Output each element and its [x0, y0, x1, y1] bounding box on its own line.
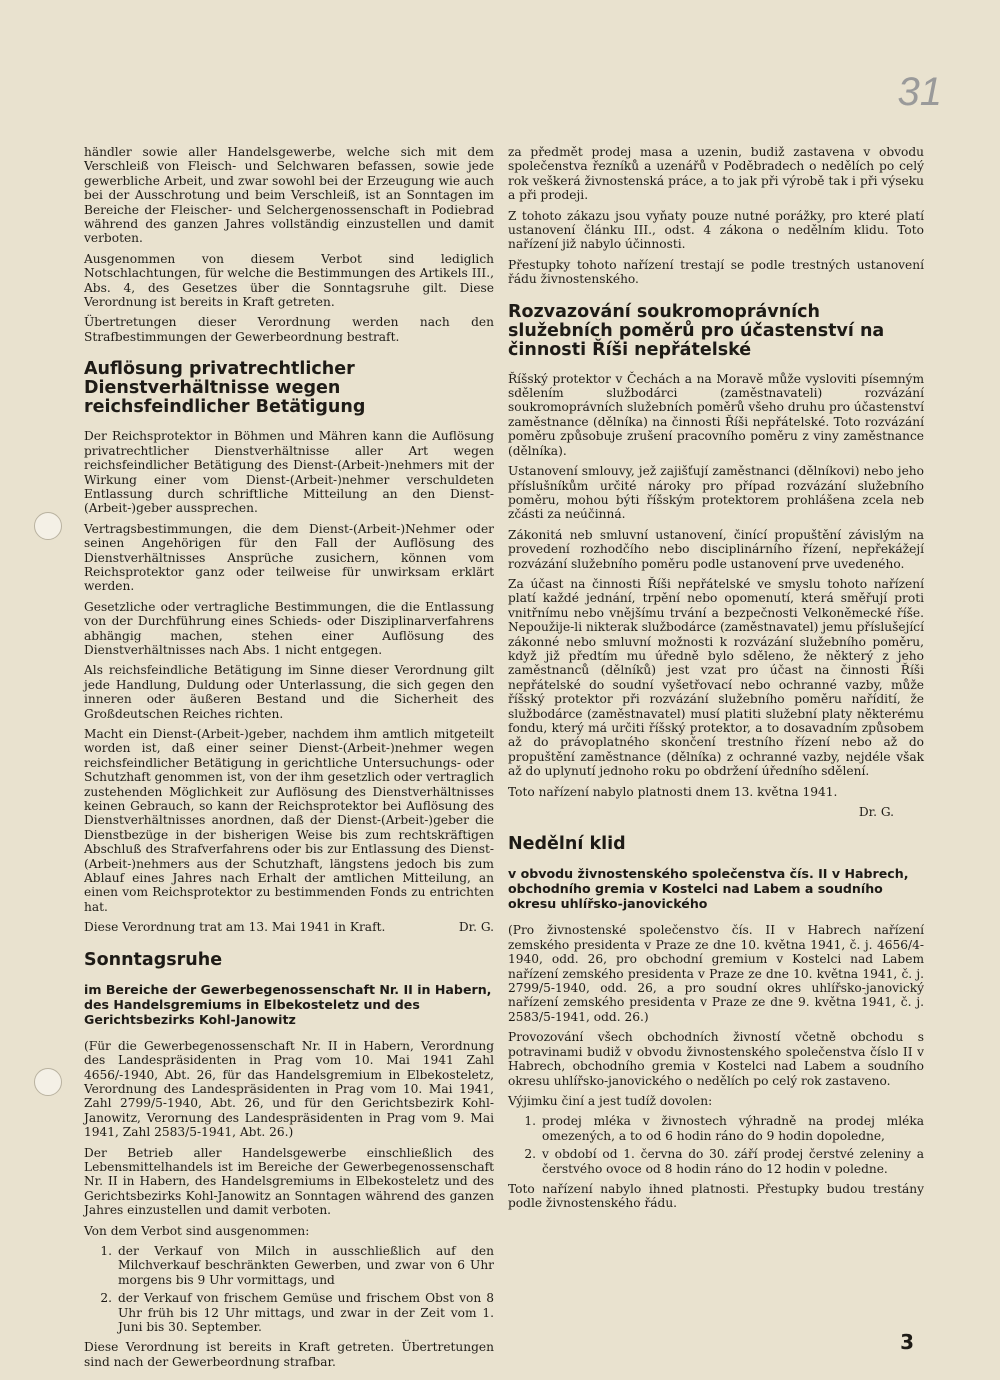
left-section1-signature: Dr. G.	[458, 920, 494, 935]
list-item-number: 1.	[100, 1243, 112, 1258]
right-intro-p1: za předmět prodej masa a uzenin, budiž zastavena v obvodu společenstva řezníků a uzenářů v Poděbradech o nedělích po celý rok veškerá živnostenská práce, a to jak při výrobě tak i při výseku a při prodeji.	[508, 145, 924, 203]
list-item-text: der Verkauf von frischem Gemüse und frischem Obst von 8 Uhr früh bis 12 Uhr mittags, und zwar in der Zeit vom 1. Juni bis 30. September.	[118, 1291, 494, 1334]
list-item	[508, 1114, 924, 1143]
right-section1-p2: Ustanovení smlouvy, jež zajišťují zaměstnanci (dělníkovi) nebo jeho příslušníkům určité nároky pro případ rozvázání služebního poměru, mohou býti říšským protektorem prohlášena zcela neb zčásti za neúčinná.	[508, 464, 924, 522]
left-section1-closing	[84, 920, 494, 934]
list-item-text: prodej mléka v živnostech výhradně na prodej mléka omezených, a to od 6 hodin ráno do 9 hodin dopoledne,	[542, 1114, 924, 1143]
list-item-number: 1.	[524, 1114, 536, 1129]
left-section1-title: Auflösung privatrechtlicher Dienstverhältnisse wegen reichsfeindlicher Betätigung	[84, 359, 366, 418]
list-item-text: v období od 1. června do 30. září prodej čerstvé zeleniny a čerstvého ovoce od 8 hodin ráno do 12 hodin v poledne.	[542, 1147, 924, 1176]
list-item	[508, 1147, 924, 1176]
right-section2-title: Nedělní klid	[508, 834, 626, 855]
left-section1-p1: Der Reichsprotektor in Böhmen und Mähren kann die Auflösung privatrechtlicher Dienstverhältnisse aller Art wegen reichsfeindlicher Betätigung des Dienst-(Arbeit-)nehmers mit der Wirkung einer vom Dienst-(Arbeit-)nehmer verschuldeten Entlassung durch schriftliche Mitteilung an den Dienst-(Arbeit-)geber aussprechen.	[84, 429, 494, 516]
right-intro-p3: Přestupky tohoto nařízení trestají se podle trestných ustanovení řádu živnostenského.	[508, 257, 924, 287]
left-intro-p3: Übertretungen dieser Verordnung werden nach den Strafbestimmungen der Gewerbeordnung bestraft.	[84, 315, 494, 344]
list-item-number: 2.	[100, 1291, 112, 1306]
list-item-number: 2.	[524, 1147, 536, 1162]
left-intro-p1: händler sowie aller Handelsgewerbe, welche sich mit dem Verschleiß von Fleisch- und Selchwaren befassen, sowie jede gewerbliche Arbeit, und zwar sowohl bei der Erzeugung wie auch bei der Ausschrotung und beim Verschleiß, ist an Sonntagen im Bereiche der Fleischer- und Selchergenossenschaft in Podiebrad während des ganzen Jahres vollständig einzustellen und damit verboten.	[84, 145, 494, 246]
left-section2-title: Sonntagsruhe	[84, 949, 223, 970]
left-section2-p1: (Für die Gewerbegenossenschaft Nr. II in Habern, Verordnung des Landespräsidenten in Prag vom 10. Mai 1941 Zahl 4656/-1940, Abt. 26, für das Handelsgremium in Elbekosteletz, Verordnung des Landespräsidenten in Prag vom 10. Mai 1941, Zahl 2799/5-1940, Abt. 26, und für den Gerichtsbezirk Kohl-Janowitz, Verornung des Landespräsidenten in Prag vom 9. Mai 1941, Zahl 2583/5-1941, Abt. 26.)	[84, 1038, 494, 1140]
right-section1-p1: Říšský protektor v Čechách a na Moravě může vysloviti písemným sdělením službodárci (zaměstnavateli) rozvázání soukromoprávních služebních poměrů všeho druhu pro účastenství zaměstnance (dělníka) na činnosti Říši nepřátelské. Toto rozvázání poměru způsobuje zrušení pracovního poměru z viny zaměstnance (dělníka).	[508, 371, 924, 458]
list-item-text: der Verkauf von Milch in ausschließlich auf den Milchverkauf beschränkten Gewerben, und zwar von 6 Uhr morgens bis 9 Uhr vormittags, und	[118, 1243, 494, 1287]
right-section2-closing: Toto nařízení nabylo ihned platnosti. Přestupky budou trestány podle živnostenského řádu.	[508, 1181, 924, 1211]
right-section2-p1: (Pro živnostenské společenstvo čís. II v Habrech nařízení zemského presidenta v Praze ze dne 10. května 1941, č. j. 4656/4-1940, odd. 26, pro obchodní gremium v Kostelci nad Labem nařízení zemského presidenta v Praze ze dne 10. května 1941, č. j. 2799/5-1940, odd. 26, a pro soudní okres uhlířsko-janovický nařízení zemského presidenta v Praze ze dne 9. května 1941, č. j. 2583/5-1941, odd. 26.)	[508, 923, 924, 1024]
punch-hole-bottom	[34, 1068, 62, 1096]
left-section2-closing: Diese Verordnung ist bereits in Kraft getreten. Übertretungen sind nach der Gewerbeordnung strafbar.	[84, 1340, 494, 1369]
left-section2-p3: Von dem Verbot sind ausgenommen:	[84, 1223, 310, 1238]
left-section2-p2: Der Betrieb aller Handelsgewerbe einschließlich des Lebensmittelhandels ist im Bereiche der Gewerbegenossenschaft Nr. II in Habern, des Handelsgremiums in Elbekosteletz und des Gerichtsbezirks Kohl-Janowitz an Sonntagen während des ganzen Jahres einzustellen und damit verboten.	[84, 1145, 494, 1218]
left-section2-list	[84, 1244, 494, 1334]
left-column	[84, 145, 494, 1375]
left-section1-p5: Macht ein Dienst-(Arbeit-)geber, nachdem ihm amtlich mitgeteilt worden ist, daß einer seiner Dienst-(Arbeit-)nehmer wegen reichsfeindlicher Betätigung in gerichtliche Untersuchungs- oder Schutzhaft genommen ist, von der ihm gesetzlich oder vertraglich zustehenden Möglichkeit zur Auflösung des Dienstverhältnisses keinen Gebrauch, so kann der Reichsprotektor bei Auflösung des Dienstverhältnisses anordnen, daß der Dienst-(Arbeit-)geber die Dienstbezüge in der bisherigen Weise bis zum rechtskräftigen Abschluß des Strafverfahrens oder bis zur Entlassung des Dienst-(Arbeit-)nehmers aus der Schutzhaft, längstens jedoch bis zum Ablauf eines Jahres nach Erhalt der amtlichen Mitteilung, an einen vom Reichsprotektor zu bestimmenden Fonds zu entrichten hat.	[84, 727, 494, 914]
right-section2-subtitle: v obvodu živnostenského společenstva čís. II v Habrech, obchodního gremia v Kostelci nad Labem a soudního okresu uhlířsko-janovického	[508, 866, 909, 912]
list-item	[84, 1244, 494, 1287]
left-section2-subtitle: im Bereiche der Gewerbegenossenschaft Nr. II in Habern, des Handelsgremiums in Elbekosteletz und des Gerichtsbezirks Kohl-Janowitz	[84, 981, 492, 1027]
left-section1-p4: Als reichsfeindliche Betätigung im Sinne dieser Verordnung gilt jede Handlung, Duldung oder Unterlassung, die sich gegen den inneren oder äußeren Bestand und die Sicherheit des Großdeutschen Reiches richten.	[84, 663, 494, 721]
right-section1-closing: Toto nařízení nabylo platnosti dnem 13. května 1941.	[508, 784, 838, 799]
right-section2-p2: Provozování všech obchodních živností včetně obchodu s potravinami budiž v obvodu živnostenského společenstva číslo II v Habrech, obchodního gremia v Kostelci nad Labem a soudního okresu uhlířsko-janovického o nedělích po celý rok zastaveno.	[508, 1030, 924, 1088]
right-section1-title: Rozvazování soukromoprávních služebních poměrů pro účastenství na činnosti Říši nepřátelské	[508, 301, 885, 360]
punch-hole-top	[34, 512, 62, 540]
right-section2-p3: Výjimku činí a jest tudíž dovolen:	[508, 1093, 713, 1108]
list-item	[84, 1291, 494, 1334]
right-column	[508, 145, 924, 1217]
left-section1-p3: Gesetzliche oder vertragliche Bestimmungen, die die Entlassung von der Durchführung eines Schieds- oder Disziplinarverfahrens abhängig machen, stehen einer Auflösung des Dienstverhältnisses nach Abs. 1 nicht entgegen.	[84, 599, 494, 657]
right-section1-signature: Dr. G.	[858, 805, 894, 820]
left-intro-p2: Ausgenommen von diesem Verbot sind lediglich Notschlachtungen, für welche die Bestimmungen des Artikels III., Abs. 4, des Gesetzes über die Sonntagsruhe gilt. Diese Verordnung ist bereits in Kraft getreten.	[84, 251, 494, 310]
right-intro-p2: Z tohoto zákazu jsou vyňaty pouze nutné porážky, pro které platí ustanovení článku III., odst. 4 zákona o nedělním klidu. Toto nařízení již nabylo účinnosti.	[508, 208, 924, 252]
left-section1-p2: Vertragsbestimmungen, die dem Dienst-(Arbeit-)Nehmer oder seinen Angehörigen für den Fall der Auflösung des Dienstverhältnisses Ansprüche zusichern, können vom Reichsprotektor ganz oder teilweise für unwirksam erklärt werden.	[84, 521, 494, 594]
left-section1-closing-text: Diese Verordnung trat am 13. Mai 1941 in Kraft.	[84, 920, 386, 935]
page-number: 3	[900, 1330, 914, 1354]
right-section1-p3: Zákonitá neb smluvní ustanovení, činící propuštění závislým na provedení rozhodčího nebo disciplinárního řízení, nepřekážejí rozvázání služebního poměru podle ustanovení prve uvedeného.	[508, 527, 924, 571]
handwritten-folio: 31	[897, 70, 942, 114]
right-section1-p4: Za účast na činnosti Říši nepřátelské ve smyslu tohoto nařízení platí každé jednání, trpění nebo opomenutí, která směřují proti vnitřnímu nebo vnějšímu trvání a bezpečnosti Velkoněmecké říše. Nepoužije-li nikterak službodárce (zaměstnavatel) jemu příslušející zákonné nebo smluvní možnosti k rozvázání služebního poměru, když již předtím mu úředně bylo sděleno, že některý z jeho zaměstnanců (dělníků) jest vzat pro účast na činnosti Říši nepřátelské do soudní vyšetřovací nebo ochranné vazby, může říšský protektor při rozvázání služebního poměru nařídití, že službodárce (zaměstnavatel) musí platiti služební platy některému fondu, který má určiti říšský protektor, a to dosavadním způsobem až do právoplatného skončení trestního řízení nebo až do propuštění zaměstnance (dělníka) z ochranné vazby, nejdéle však až do uplynutí jednoho roku po obdržení úředního sdělení.	[508, 576, 924, 779]
right-section2-list	[508, 1114, 924, 1176]
